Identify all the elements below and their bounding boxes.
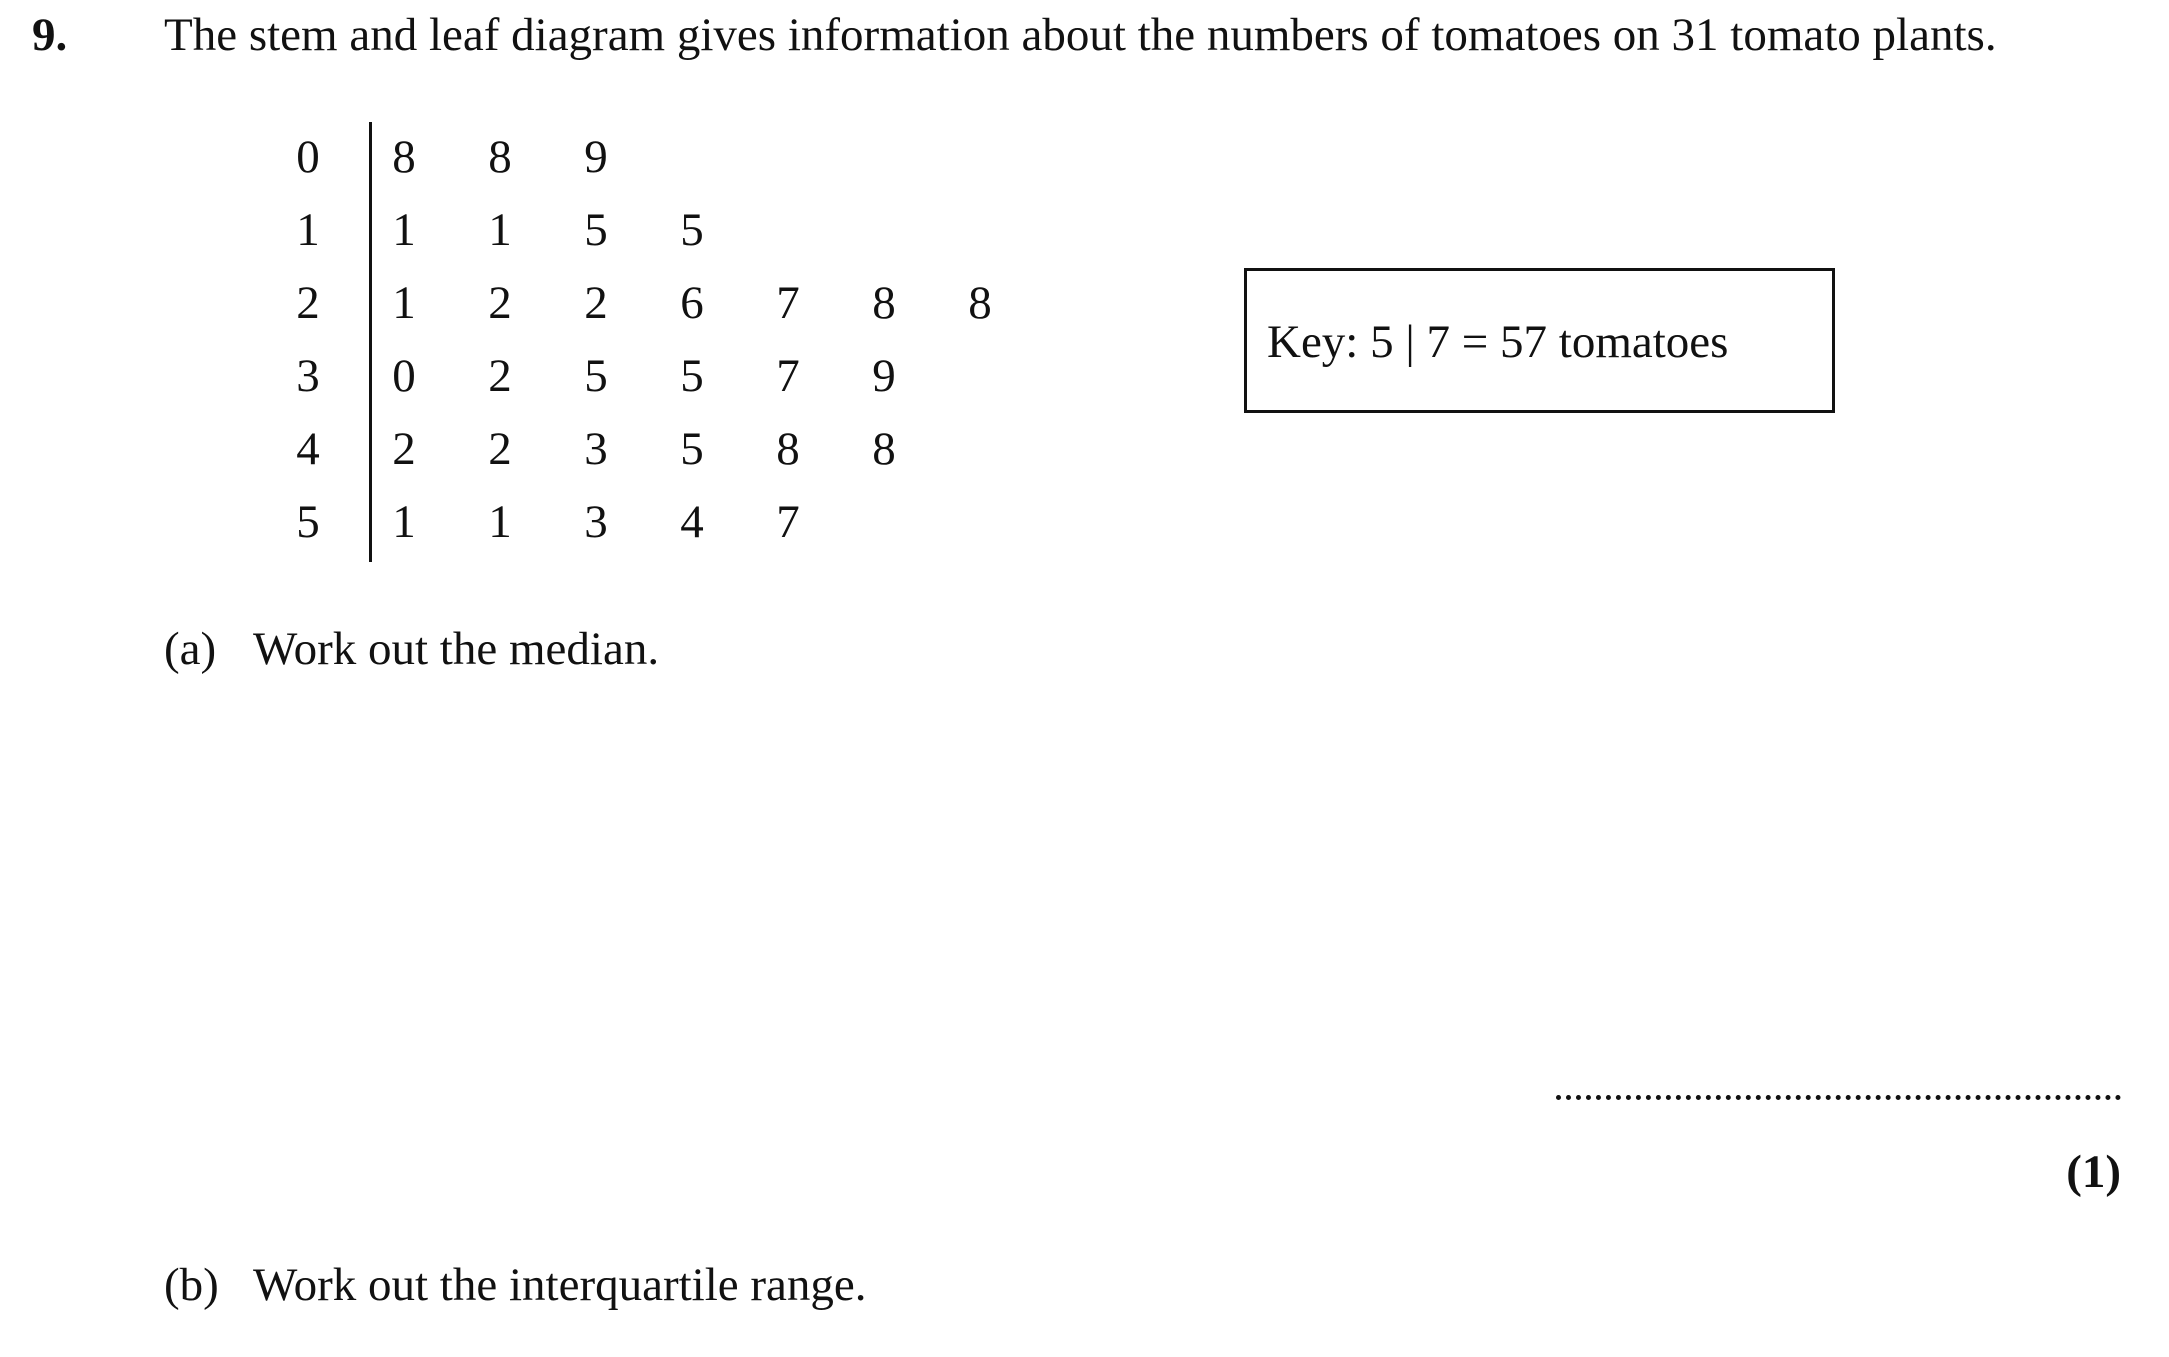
stem-leaf-row [280,419,1040,479]
stem-leaf-row [280,200,1040,260]
leaf-value: 5 [584,204,608,256]
leaf-value: 5 [584,350,608,402]
stem-leaf-row [280,346,1040,406]
stem-value: 5 [296,496,320,548]
key-text: Key: 5 | 7 = 57 tomatoes [1267,316,1729,368]
leaf-value: 1 [488,204,512,256]
leaf-value: 0 [392,350,416,402]
part-b-label: (b) [164,1259,219,1311]
leaf-value: 8 [776,423,800,475]
leaf-value: 8 [488,131,512,183]
leaf-value: 3 [584,423,608,475]
stem-value: 0 [296,131,320,183]
stem-and-leaf-diagram [280,122,1040,562]
leaf-value: 7 [776,277,800,329]
stem-value: 1 [296,204,320,256]
leaf-value: 9 [872,350,896,402]
leaf-value: 1 [392,277,416,329]
key-box [1244,268,1835,413]
part-a-label: (a) [164,623,217,675]
stem-leaf-row [280,127,1040,187]
leaf-value: 2 [392,423,416,475]
leaf-value: 2 [488,277,512,329]
leaf-value: 5 [680,350,704,402]
leaf-value: 8 [872,423,896,475]
marks: (1) [2066,1146,2121,1198]
leaf-value: 6 [680,277,704,329]
leaf-value: 2 [488,350,512,402]
leaf-value: 9 [584,131,608,183]
leaf-value: 5 [680,423,704,475]
stem-leaf-row [280,273,1040,333]
answer-line[interactable] [1556,1095,2121,1100]
stem-value: 2 [296,277,320,329]
stem-value: 4 [296,423,320,475]
leaf-value: 2 [584,277,608,329]
part-a [164,622,659,676]
leaf-value: 2 [488,423,512,475]
question-number: 9. [32,9,68,61]
leaf-value: 1 [488,496,512,548]
leaf-value: 7 [776,496,800,548]
part-a-text: Work out the median. [253,623,660,675]
leaf-value: 1 [392,204,416,256]
leaf-value: 8 [872,277,896,329]
leaf-value: 8 [392,131,416,183]
question-text: The stem and leaf diagram gives information about the numbers of tomatoes on 31 tomato plants. [164,9,1997,61]
stem-value: 3 [296,350,320,402]
part-b [164,1258,867,1312]
stem-leaf-row [280,492,1040,552]
leaf-value: 4 [680,496,704,548]
leaf-value: 8 [968,277,992,329]
leaf-value: 5 [680,204,704,256]
part-b-text: Work out the interquartile range. [253,1259,867,1311]
leaf-value: 3 [584,496,608,548]
leaf-value: 1 [392,496,416,548]
leaf-value: 7 [776,350,800,402]
